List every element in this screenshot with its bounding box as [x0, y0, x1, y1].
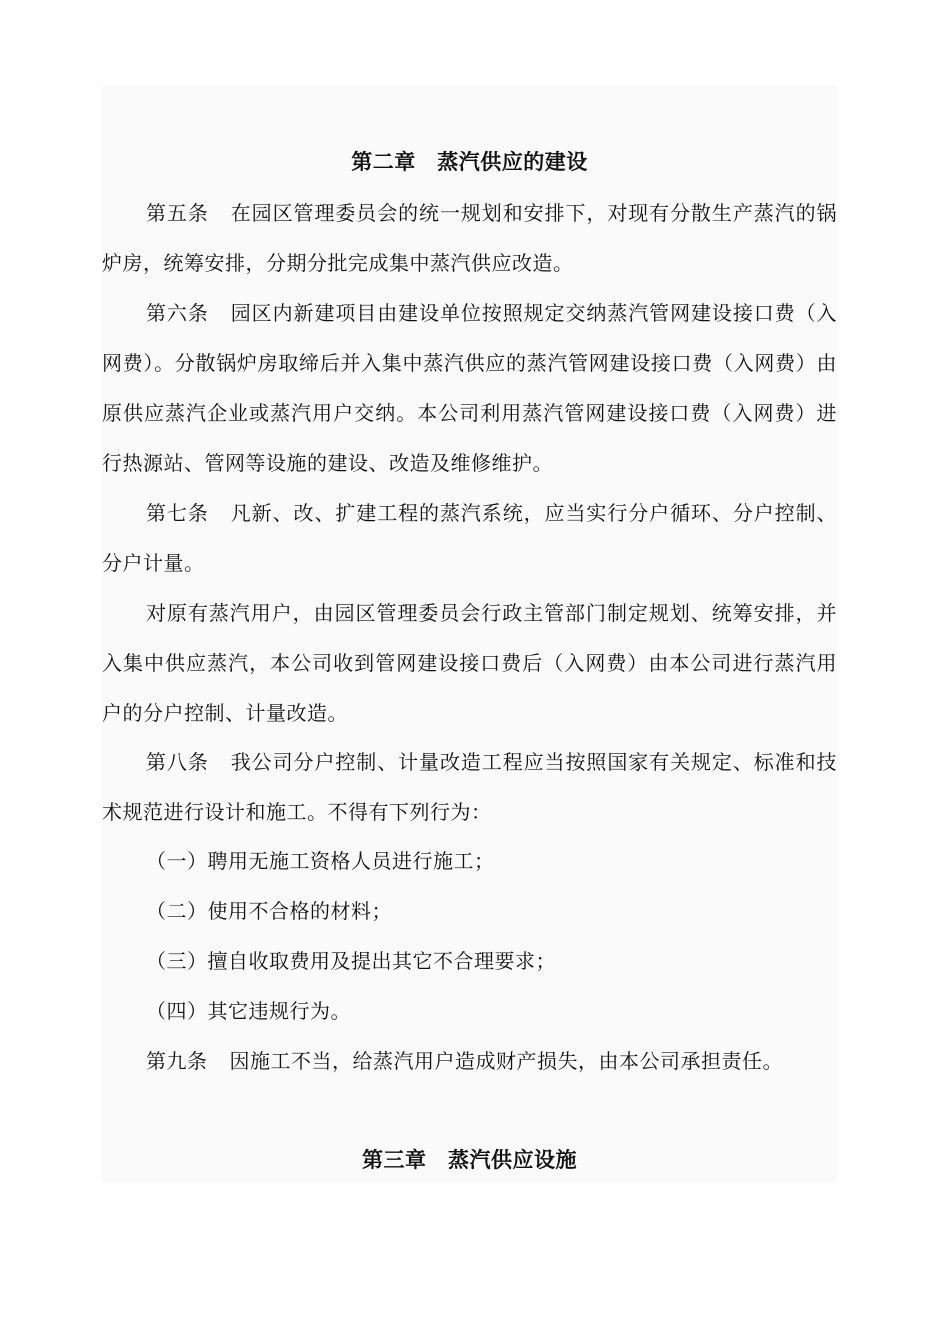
article-7-label: 第七条 — [146, 501, 209, 525]
article-6-text: 园区内新建项目由建设单位按照规定交纳蒸汽管网建设接口费（入网费）。分散锅炉房取缔后并入集中蒸汽供应的蒸汽管网建设接口费（入网费）由原供应蒸汽企业或蒸汽用户交纳。本公司利用蒸汽管网建设接口费（入网费）进行热源站、管网等设施的建设、改造及维修维护。 — [102, 301, 838, 475]
article-9-label: 第九条 — [146, 1049, 208, 1073]
article-5 — [102, 188, 837, 288]
article-8-text: 我公司分户控制、计量改造工程应当按照国家有关规定、标准和技术规范进行设计和施工。不得有下列行为： — [102, 750, 838, 824]
article-9-text: 因施工不当，给蒸汽用户造成财产损失，由本公司承担责任。 — [229, 1049, 783, 1073]
article-8-item-1: （一）聘用无施工资格人员进行施工； — [146, 849, 495, 873]
article-6 — [102, 288, 837, 488]
article-8-label: 第八条 — [146, 750, 209, 774]
article-7 — [102, 488, 837, 588]
article-8-item-3: （三）擅自收取费用及提出其它不合理要求； — [146, 949, 556, 973]
article-9 — [102, 1036, 837, 1086]
article-8 — [102, 737, 837, 837]
article-8-item-4: （四）其它违规行为。 — [146, 999, 351, 1023]
chapter-3-title: 第三章 蒸汽供应设施 — [362, 1147, 577, 1172]
article-5-text: 在园区管理委员会的统一规划和安排下，对现有分散生产蒸汽的锅炉房，统筹安排，分期分批完成集中蒸汽供应改造。 — [102, 201, 838, 275]
article-5-label: 第五条 — [146, 201, 209, 225]
chapter-2-title: 第二章 蒸汽供应的建设 — [351, 149, 588, 174]
document-page — [102, 86, 837, 1182]
article-7-extra: 对原有蒸汽用户，由园区管理委员会行政主管部门制定规划、统筹安排，并入集中供应蒸汽，本公司收到管网建设接口费后（入网费）由本公司进行蒸汽用户的分户控制、计量改造。 — [102, 601, 837, 725]
article-7-text: 凡新、改、扩建工程的蒸汽系统，应当实行分户循环、分户控制、分户计量。 — [102, 501, 838, 575]
article-8-item-2: （二）使用不合格的材料； — [146, 899, 392, 923]
article-6-label: 第六条 — [146, 301, 209, 325]
